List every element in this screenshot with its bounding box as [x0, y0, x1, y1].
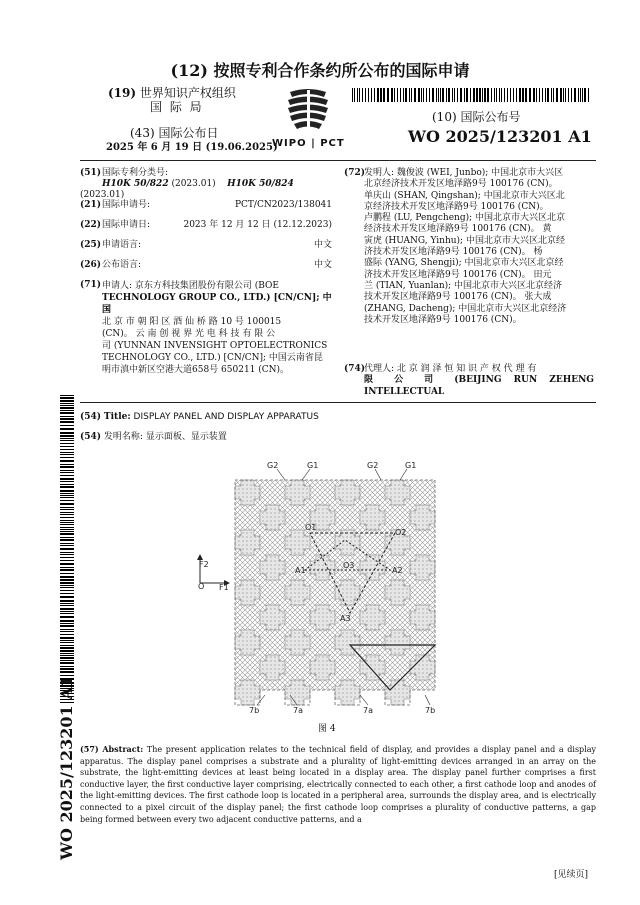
barcode-bar — [507, 88, 508, 102]
barcode-bar — [563, 88, 564, 102]
barcode-bar — [60, 460, 74, 462]
inventor-line: (ZHANG, Dacheng); 中国北京市大兴区北京经济 — [364, 303, 567, 314]
barcode-bar — [494, 88, 495, 102]
barcode-bar — [473, 88, 475, 102]
barcode-bar — [60, 407, 74, 409]
org-line1: 世界知识产权组织 — [139, 86, 236, 100]
barcode-bar — [60, 507, 74, 508]
barcode-bar — [60, 629, 74, 630]
applicant-line: 司 (YUNNAN INVENSIGHT OPTOELECTRONICS — [102, 341, 328, 351]
org-name — [108, 86, 236, 100]
barcode-bar — [60, 587, 74, 588]
barcode-bar — [391, 88, 393, 102]
abstract-num: (57) — [80, 744, 99, 754]
barcode-bar — [525, 88, 527, 102]
barcode-bar — [60, 472, 74, 473]
barcode-bar — [588, 88, 589, 102]
barcode-bar — [60, 593, 74, 594]
barcode-bar — [60, 637, 74, 639]
barcode-bar — [448, 88, 450, 102]
barcode-bar — [60, 512, 74, 513]
fig-label-f1: F1 — [219, 583, 229, 592]
barcode-bar — [354, 88, 355, 102]
barcode-bar — [400, 88, 401, 102]
inventor-line: 技术开发区地泽路9号 100176 (CN)。 张大成 — [364, 292, 552, 303]
barcode-bar — [556, 88, 558, 102]
barcode-bar — [60, 438, 74, 439]
barcode-bar — [476, 88, 478, 102]
pubno-value: WO 2025/123201 A1 — [408, 127, 592, 146]
fig-label-o: O — [198, 582, 205, 591]
barcode-bar — [60, 410, 74, 411]
barcode-bar — [60, 590, 74, 591]
barcode-bar — [405, 88, 407, 102]
barcode-bar — [432, 88, 434, 102]
barcode-bar — [60, 416, 74, 417]
org-line2: 国 际 局 — [150, 100, 204, 114]
fig-label-g2: G2 — [367, 461, 379, 470]
agent-line: 代理人: 北 京 润 泽 恒 知 识 产 权 代 理 有 — [364, 364, 537, 374]
barcode-bar — [60, 395, 74, 396]
barcode-bar — [484, 88, 486, 102]
barcode-bar — [436, 88, 437, 102]
barcode-bar — [560, 88, 562, 102]
barcode-bar — [60, 537, 74, 538]
barcode-bar — [421, 88, 422, 102]
wipo-logo — [280, 88, 336, 136]
barcode-bar — [60, 660, 74, 661]
barcode-bar — [60, 435, 74, 437]
barcode-bar — [60, 642, 74, 643]
barcode-bar — [504, 88, 505, 102]
inventor-line: 寅虎 (HUANG, Yinhu); 中国北京市大兴区北京经 — [364, 235, 565, 246]
barcode-bar — [60, 495, 74, 496]
barcode-bar — [60, 522, 74, 523]
barcode-bar — [394, 88, 395, 102]
barcode-bar — [409, 88, 410, 102]
barcode-bar — [60, 634, 74, 635]
fig-label-7b: 7b — [425, 706, 436, 715]
inventor-line: 经济技术开发区地泽路9号 100176 (CN)。 黄 — [364, 224, 552, 235]
barcode-bar — [60, 640, 74, 641]
side-pubno: WO 2025/123201 A1 — [57, 676, 76, 860]
field-71: (71) 申请人: 京东方科技集团股份有限公司 (BOE TECHNOLOGY GROUP CO., LTD.) [CN/CN]; 中 国 北 京 市 朝 阳 区 酒 仙 桥 路 10 号 100015 (CN)。 云 南 创 视 界 光 电 科 技 有 限 公 司 (YUNNAN INVENSIGHT OPTOELECTRONICS TECHNOLOGY CO., LTD.) [CN/CN]; 中国云南省昆 明市滇中新区空港大道658号 650211 (CN)。 — [80, 280, 332, 375]
fig-label-7a: 7a — [363, 706, 373, 715]
barcode-bar — [60, 425, 74, 426]
barcode-bar — [60, 560, 74, 561]
barcode-bar — [60, 517, 74, 518]
barcode-bar — [60, 585, 74, 586]
barcode-bar — [496, 88, 497, 102]
fig-label-f2: F2 — [199, 560, 209, 569]
barcode-bar — [438, 88, 439, 102]
barcode-bar — [60, 524, 74, 525]
barcode-bar — [60, 440, 74, 441]
fig-label-g2: G2 — [267, 461, 279, 470]
barcode-bar — [60, 567, 74, 568]
barcode-bar — [60, 671, 74, 673]
inventor-line: 京经济技术开发区地泽路9号 100176 (CN)。 — [364, 201, 549, 212]
barcode-bar — [60, 600, 74, 602]
barcode-bar — [553, 88, 554, 102]
inventor-line: 北京经济技术开发区地泽路9号 100176 (CN)。 — [364, 179, 558, 190]
title-zh: (54) 发明名称: 显示面板、显示装置 — [80, 432, 227, 442]
fig-label-g1: G1 — [307, 461, 319, 470]
barcode-bar — [60, 653, 74, 654]
barcode-bar — [516, 88, 517, 102]
barcode-bar — [60, 464, 74, 465]
field-51: (51)国际专利分类号: H10K 50/822 (2023.01) H10K 50/824 (2023.01) — [80, 168, 294, 200]
barcode-bar — [536, 88, 537, 102]
barcode-bar — [380, 88, 382, 102]
agent-line: 限 公 司 (BEIJING RUN ZEHENG INTELLECTUAL — [364, 375, 594, 397]
fig-label-7a: 7a — [293, 706, 303, 715]
barcode-bar — [60, 552, 74, 553]
barcode-bar — [60, 514, 74, 515]
barcode-bar — [414, 88, 416, 102]
field-74: (74) 代理人: 北 京 润 泽 恒 知 识 产 权 代 理 有 限 公 司 (BEIJING RUN ZEHENG INTELLECTUAL — [344, 364, 594, 397]
barcode-bar — [582, 88, 583, 102]
field-22: (22)国际申请日: 2023 年 12 月 12 日 (12.12.2023) — [80, 220, 332, 230]
barcode-bar — [418, 88, 420, 102]
barcode-bar — [60, 531, 74, 532]
fig-label-o1: O1 — [305, 523, 317, 532]
barcode-bar — [519, 88, 521, 102]
barcode-bar — [60, 503, 74, 505]
applicant-line: TECHNOLOGY CO., LTD.) [CN/CN]; 中国云南省昆 — [102, 353, 323, 363]
barcode-bar — [426, 88, 427, 102]
pubno-label: (10) 国际公布号 — [432, 110, 521, 124]
barcode-bar — [60, 657, 74, 659]
inventor-line: 技术开发区地泽路9号 100176 (CN)。 — [364, 314, 522, 325]
barcode-bar — [60, 509, 74, 510]
barcode-bar — [457, 88, 458, 102]
barcode-bar — [510, 88, 511, 102]
barcode-bar — [397, 88, 398, 102]
barcode-bar — [60, 608, 74, 610]
fig-label-g1: G1 — [405, 461, 417, 470]
barcode-bar — [578, 88, 579, 102]
barcode-bar — [539, 88, 540, 102]
barcode-bar — [60, 582, 74, 584]
barcode-bar — [513, 88, 514, 102]
barcode-bar — [60, 563, 74, 565]
barcode-bar — [442, 88, 444, 102]
abstract — [80, 744, 596, 825]
barcode-bar — [60, 446, 74, 447]
barcode-bar — [487, 88, 489, 102]
barcode-bar — [60, 481, 74, 482]
barcode-bar — [60, 475, 74, 476]
barcode-bar — [568, 88, 569, 102]
top-barcode — [352, 88, 592, 102]
barcode-bar — [522, 88, 524, 102]
barcode-bar — [501, 88, 502, 102]
barcode-bar — [60, 400, 74, 402]
barcode-bar — [60, 497, 74, 498]
barcode-bar — [411, 88, 412, 102]
barcode-bar — [374, 88, 375, 102]
barcode-bar — [60, 543, 74, 544]
barcode-bar — [60, 650, 74, 652]
title-en: (54) Title: DISPLAY PANEL AND DISPLAY APPARATUS — [80, 412, 319, 422]
barcode-bar — [529, 88, 531, 102]
barcode-bar — [584, 88, 586, 102]
continued-note: [见续页] — [554, 870, 589, 880]
applicant-line: 明市滇中新区空港大道658号 650211 (CN)。 — [102, 365, 290, 375]
barcode-bar — [429, 88, 430, 102]
barcode-bar — [403, 88, 404, 102]
pubdate-value: 2025 年 6 月 19 日 (19.06.2025) — [106, 142, 278, 153]
barcode-bar — [365, 88, 366, 102]
barcode-bar — [60, 655, 74, 656]
field-25: (25)申请语言: 中文 — [80, 240, 332, 250]
barcode-bar — [60, 529, 74, 530]
fig-label-a1: A1 — [295, 566, 306, 575]
barcode-bar — [571, 88, 572, 102]
barcode-bar — [460, 88, 462, 102]
field-21: (21)国际申请号: PCT/CN2023/138041 — [80, 200, 332, 210]
barcode-bar — [60, 397, 74, 399]
barcode-bar — [60, 418, 74, 420]
barcode-bar — [565, 88, 566, 102]
barcode-bar — [60, 647, 74, 649]
barcode-bar — [60, 548, 74, 550]
inventor-line: 发明人: 魏俊波 (WEI, Junbo); 中国北京市大兴区 — [364, 168, 564, 178]
inventor-line: 盛际 (YANG, Shengji); 中国北京市大兴区北京经 — [364, 258, 564, 269]
barcode-bar — [479, 88, 481, 102]
inventor-line: 济技术开发区地泽路9号 100176 (CN)。 杨 — [364, 247, 543, 258]
barcode-bar — [60, 569, 74, 571]
barcode-bar — [60, 428, 74, 430]
biblio-rule — [80, 402, 596, 403]
applicant-line: 申请人: 京东方科技集团股份有限公司 (BOE — [102, 281, 279, 291]
barcode-bar — [60, 666, 74, 667]
barcode-bar — [60, 520, 74, 521]
barcode-bar — [60, 573, 74, 574]
barcode-bar — [60, 484, 74, 485]
barcode-bar — [452, 88, 453, 102]
barcode-bar — [60, 596, 74, 598]
applicant-line: TECHNOLOGY GROUP CO., LTD.) [CN/CN]; 中 国 — [102, 293, 332, 315]
barcode-bar — [446, 88, 447, 102]
barcode-bar — [60, 557, 74, 558]
fig-label-o2: O2 — [395, 528, 407, 537]
barcode-bar — [377, 88, 379, 102]
barcode-bar — [60, 421, 74, 423]
barcode-bar — [359, 88, 360, 102]
barcode-bar — [60, 454, 74, 455]
barcode-bar — [454, 88, 455, 102]
barcode-bar — [60, 576, 74, 578]
barcode-bar — [60, 405, 74, 406]
barcode-bar — [60, 539, 74, 541]
inventor-line: 兰 (TIAN, Yuanlan); 中国北京市大兴区北京经济 — [364, 280, 563, 291]
barcode-bar — [60, 466, 74, 468]
applicant-line: 北 京 市 朝 阳 区 酒 仙 桥 路 10 号 100015 — [102, 317, 282, 327]
barcode-bar — [60, 645, 74, 646]
barcode-bar — [362, 88, 363, 102]
barcode-bar — [464, 88, 465, 102]
field-26: (26)公布语言: 中文 — [80, 260, 332, 270]
barcode-bar — [60, 403, 74, 404]
abstract-label: Abstract: — [102, 744, 144, 754]
barcode-bar — [60, 605, 74, 606]
barcode-bar — [60, 533, 74, 535]
barcode-bar — [60, 668, 74, 670]
applicant-line: (CN)。 云 南 创 视 界 光 电 科 技 有 限 公 — [102, 329, 276, 339]
barcode-bar — [60, 449, 74, 450]
barcode-bar — [423, 88, 424, 102]
barcode-bar — [60, 486, 74, 488]
barcode-bar — [547, 88, 549, 102]
fig-label-7b: 7b — [249, 706, 260, 715]
wipo-pct-text: WIPO | PCT — [272, 138, 345, 149]
barcode-bar — [60, 625, 74, 627]
barcode-bar — [551, 88, 552, 102]
barcode-bar — [60, 470, 74, 471]
barcode-bar — [60, 579, 74, 581]
barcode-bar — [387, 88, 389, 102]
barcode-bar — [60, 554, 74, 555]
fig-label-a3: A3 — [340, 614, 351, 623]
barcode-bar — [533, 88, 535, 102]
barcode-bar — [466, 88, 468, 102]
fig-label-o3: O3 — [343, 561, 355, 570]
figure-4 — [185, 455, 475, 725]
barcode-bar — [60, 662, 74, 664]
barcode-bar — [60, 616, 74, 618]
org-code: (19) — [108, 86, 137, 100]
inventor-line: 济技术开发区地泽路9号 100176 (CN)。 田元 — [364, 269, 552, 280]
barcode-bar — [60, 457, 74, 458]
barcode-bar — [60, 603, 74, 604]
barcode-bar — [383, 88, 385, 102]
barcode-bar — [499, 88, 500, 102]
document-title: (12) 按照专利合作条约所公布的国际申请 — [170, 61, 470, 80]
barcode-bar — [60, 432, 74, 434]
barcode-bar — [352, 88, 353, 102]
barcode-bar — [482, 88, 483, 102]
barcode-bar — [60, 613, 74, 614]
figure-caption: 图 4 — [318, 724, 336, 734]
barcode-bar — [60, 500, 74, 501]
barcode-bar — [60, 478, 74, 480]
pubdate-label: (43) 国际公布日 — [130, 126, 219, 140]
barcode-bar — [371, 88, 372, 102]
barcode-bar — [60, 412, 74, 414]
barcode-bar — [60, 545, 74, 546]
barcode-bar — [60, 620, 74, 622]
barcode-bar — [574, 88, 576, 102]
barcode-bar — [542, 88, 543, 102]
barcode-bar — [60, 611, 74, 612]
inventor-line: 单庆山 (SHAN, Qingshan); 中国北京市大兴区北 — [364, 190, 565, 201]
barcode-bar — [60, 623, 74, 624]
barcode-bar — [368, 88, 369, 102]
barcode-bar — [60, 443, 74, 444]
barcode-bar — [545, 88, 546, 102]
barcode-bar — [60, 631, 74, 632]
barcode-bar — [60, 527, 74, 528]
inventor-line: 卢鹏程 (LU, Pengcheng); 中国北京市大兴区北京 — [364, 213, 565, 224]
barcode-bar — [491, 88, 492, 102]
fig-label-a2: A2 — [392, 566, 403, 575]
barcode-bar — [60, 452, 74, 453]
abstract-text: The present application relates to the technical field of display, and provides a display panel and a display apparatus. The display panel comprises a substrate and a plurality of light-emitting devices arranged in an array on the substrate, the light-emitting devices at least being located in a display area. The display panel further comprises a first conductive layer, the first conductive layer comprising, electrically connected to each other, a first cathode loop and anodes of the light-emitting devices. The first cathode loop is located in a peripheral area, surrounds the display area, and is electrically connected to a pixel circuit of the display panel; the first cathode loop comprises a plurality of conductive patterns, a gap being formed between every two adjacent conductive patterns, and a — [80, 745, 597, 824]
barcode-bar — [357, 88, 358, 102]
barcode-bar — [60, 490, 74, 492]
barcode-bar — [470, 88, 471, 102]
barcode-bar — [440, 88, 441, 102]
field-72: (72) 发明人: 魏俊波 (WEI, Junbo); 中国北京市大兴区 北京经济技术开发区地泽路9号 100176 (CN)。 单庆山 (SHAN, Qingshan); 中国北京市大兴区北 京经济技术开发区地泽路9号 100176 (CN)。 卢鹏程 (LU, Pengcheng); 中国北京市大兴区北京 经济技术开发区地泽路9号 100176 (CN)。 黄 寅虎 (HUANG, Yinhu); 中国北京市大兴区北京经 济技术开发区地泽路9号 100176 (CN)。 杨 盛际 (YANG, Shengji); 中国北京市大兴区北京经 济技术开发区地泽路9号 100176 (CN)。 田元 兰 (TIAN, Yuanlan); 中国北京市大兴区北京经济 技术开发区地泽路9号 100176 (CN)。 张大成 (ZHANG, Dacheng); 中国北京市大兴区北京经济 技术开发区地泽路9号 100176 (CN)。 — [344, 168, 594, 326]
barcode-bar — [60, 493, 74, 494]
header-rule — [80, 160, 596, 161]
side-barcode — [60, 395, 74, 705]
barcode-bar — [580, 88, 581, 102]
